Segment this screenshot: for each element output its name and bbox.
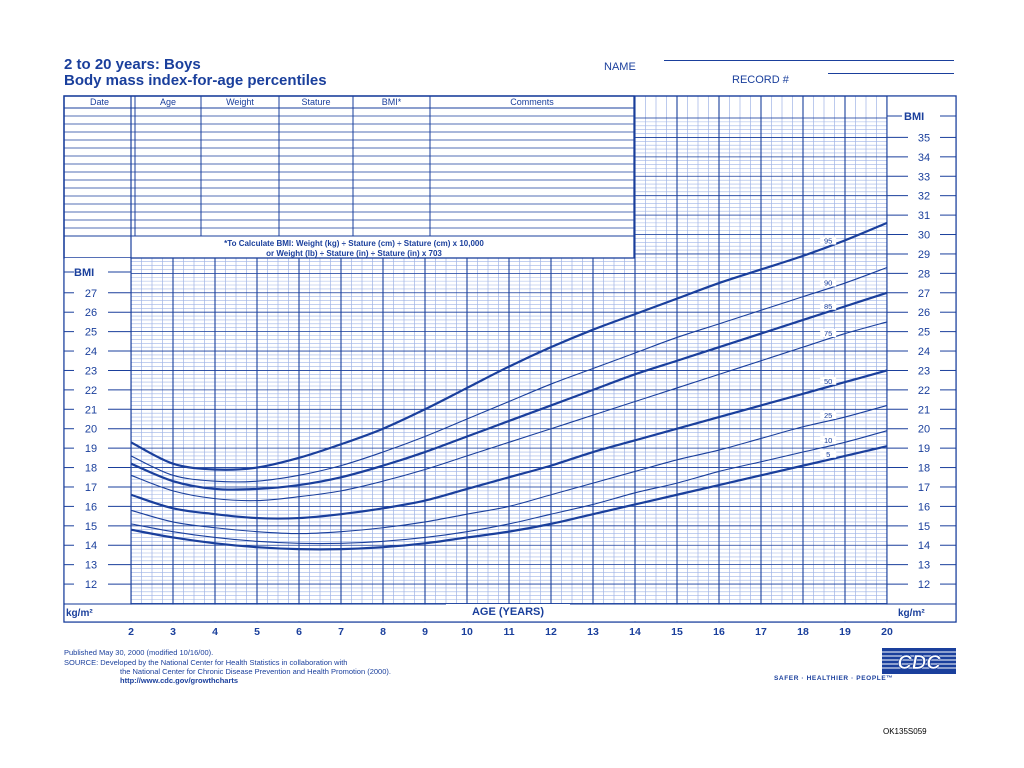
y-tick-label-left: 16: [84, 501, 98, 514]
x-tick-label: 16: [713, 626, 725, 638]
x-tick-label: 2: [128, 626, 134, 638]
cdc-tagline: SAFER · HEALTHIER · PEOPLE™: [774, 675, 894, 682]
record-table: [64, 96, 634, 258]
y-tick-label-right: 35: [917, 132, 931, 145]
y-tick-label-right: 28: [917, 268, 931, 281]
x-tick-label: 6: [296, 626, 302, 638]
y-tick-label-left: 13: [84, 559, 98, 572]
y-tick-label-left: 17: [84, 481, 98, 494]
table-header-comments: Comments: [510, 97, 554, 107]
y-tick-label-right: 29: [917, 248, 931, 261]
y-tick-label-right: 21: [917, 404, 931, 417]
unit-label-left: kg/m²: [66, 608, 93, 619]
y-tick-label-left: 25: [84, 326, 98, 339]
x-tick-label: 8: [380, 626, 386, 638]
y-tick-label-right: 34: [917, 151, 931, 164]
y-tick-label-right: 13: [917, 559, 931, 572]
y-tick-label-left: 19: [84, 443, 98, 456]
table-header-weight: Weight: [226, 97, 254, 107]
x-tick-label: 18: [797, 626, 809, 638]
percentile-label-5: 5: [826, 449, 831, 459]
y-tick-label-left: 14: [84, 540, 98, 553]
y-tick-label-right: 24: [917, 346, 931, 359]
percentile-label-85: 85: [824, 301, 833, 311]
x-tick-label: 11: [503, 626, 515, 638]
y-tick-label-right: 16: [917, 501, 931, 514]
y-tick-label-right: 26: [917, 307, 931, 320]
percentile-label-10: 10: [824, 436, 833, 446]
x-tick-label: 10: [461, 626, 473, 638]
y-tick-label-right: 12: [917, 579, 931, 592]
y-tick-label-right: 32: [917, 190, 931, 203]
x-tick-label: 19: [839, 626, 851, 638]
y-tick-label-right: 23: [917, 365, 931, 378]
y-axis-left-label: BMI: [74, 267, 95, 279]
y-tick-label-right: 31: [917, 210, 931, 223]
cdc-logo: [882, 648, 956, 674]
name-label: NAME: [604, 61, 636, 73]
chart-title-line1: 2 to 20 years: Boys: [64, 56, 201, 73]
record-table-frame: [64, 96, 634, 258]
percentile-label-50: 50: [824, 376, 833, 386]
table-header-bmi: BMI*: [381, 97, 402, 107]
x-tick-label: 4: [212, 626, 218, 638]
percentile-label-90: 90: [824, 278, 833, 288]
x-tick-label: 12: [545, 626, 557, 638]
y-tick-label-right: 22: [917, 384, 931, 397]
x-axis-ticks: [128, 626, 893, 638]
growthcharts-link[interactable]: http://www.cdc.gov/growthcharts: [120, 676, 239, 685]
source-line2: the National Center for Chronic Disease Prevention and Health Promotion (2000).: [120, 667, 391, 676]
y-tick-label-left: 21: [84, 404, 98, 417]
y-tick-label-left: 20: [84, 423, 98, 436]
y-tick-label-right: 27: [917, 287, 931, 300]
y-tick-label-left: 27: [84, 287, 98, 300]
x-tick-label: 9: [422, 626, 428, 638]
y-tick-label-right: 19: [917, 443, 931, 456]
y-tick-label-right: 30: [917, 229, 931, 242]
y-tick-label-left: 22: [84, 384, 98, 397]
y-tick-label-right: 25: [917, 326, 931, 339]
table-header-date: Date: [89, 97, 110, 107]
cdc-logo-text: CDC: [897, 652, 941, 674]
x-tick-label: 17: [755, 626, 767, 638]
bmi-formula-line1: *To Calculate BMI: Weight (kg) ÷ Stature (cm) ÷ Stature (cm) x 10,000: [224, 239, 484, 248]
percentile-label-95: 95: [824, 236, 833, 246]
y-tick-label-left: 23: [84, 365, 98, 378]
y-tick-label-left: 12: [84, 579, 98, 592]
y-tick-label-right: 33: [917, 171, 931, 184]
y-axis-right-label: BMI: [904, 111, 925, 123]
y-tick-label-right: 15: [917, 520, 931, 533]
y-tick-label-left: 26: [84, 307, 98, 320]
percentile-label-25: 25: [824, 410, 833, 420]
unit-label-right: kg/m²: [898, 608, 925, 619]
left-panel: [65, 258, 131, 603]
percentile-labels: [820, 237, 836, 459]
x-tick-label: 5: [254, 626, 260, 638]
table-header-age: Age: [159, 97, 177, 107]
x-tick-label: 20: [881, 626, 893, 638]
y-tick-label-right: 17: [917, 481, 931, 494]
document-code: OK135S059: [883, 727, 927, 736]
source-line1: SOURCE: Developed by the National Center for Health Statistics in collaboration with: [64, 658, 348, 667]
x-tick-label: 14: [629, 626, 641, 638]
x-axis-label: AGE (YEARS): [471, 606, 545, 618]
y-tick-label-left: 15: [84, 520, 98, 533]
published-note: Published May 30, 2000 (modified 10/16/00).: [64, 648, 214, 657]
x-tick-label: 7: [338, 626, 344, 638]
y-tick-label-right: 20: [917, 423, 931, 436]
y-tick-label-left: 18: [84, 462, 98, 475]
bmi-formula-line2: or Weight (lb) ÷ Stature (in) ÷ Stature (in) x 703: [266, 249, 442, 258]
record-label: RECORD #: [732, 74, 789, 86]
chart-title-line2: Body mass index-for-age percentiles: [64, 72, 327, 89]
percentile-label-75: 75: [824, 328, 833, 338]
y-tick-label-right: 14: [917, 540, 931, 553]
table-header-stature: Stature: [301, 97, 331, 107]
y-tick-label-left: 24: [84, 346, 98, 359]
x-tick-label: 3: [170, 626, 176, 638]
x-tick-label: 13: [587, 626, 599, 638]
x-tick-label: 15: [671, 626, 683, 638]
y-tick-label-right: 18: [917, 462, 931, 475]
